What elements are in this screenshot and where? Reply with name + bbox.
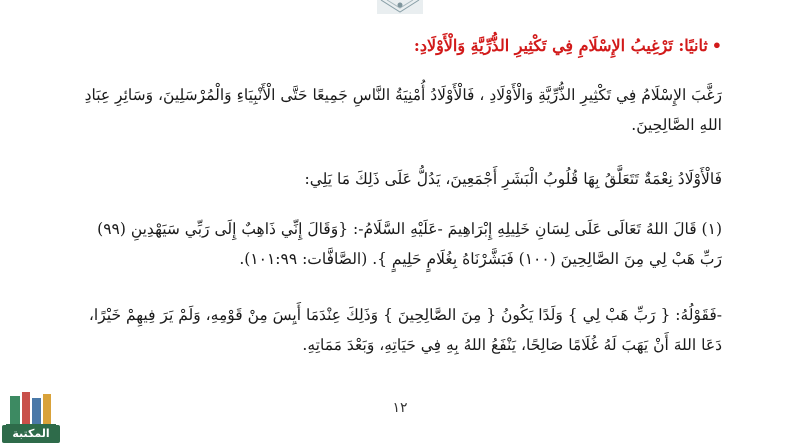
paragraph-2: فَالْأَوْلَادُ نِعْمَةٌ تَتَعَلَّقُ بِهَا قُلُوبُ الْبَشَرِ أَجْمَعِينَ، يَدُلُّ عَلَى ذَلِكَ مَا يَلِي: — [304, 170, 722, 188]
page-number: ١٢ — [392, 400, 408, 416]
ornament-decoration — [377, 0, 423, 14]
bullet-icon: • — [711, 36, 722, 55]
section-heading — [82, 34, 722, 58]
paragraph-3: (١) قَالَ اللهُ تَعَالَى عَلَى لِسَانِ خَلِيلِهِ إِبْرَاهِيمَ -عَلَيْهِ السَّلَامُ-: {وَقَالَ إِنِّي ذَاهِبٌ إِلَى رَبِّي سَيَهْدِينِ (٩٩) رَبِّ هَبْ لِي مِنَ الصَّالِحِينَ (١٠٠) فَبَشَّرْنَاهُ بِغُلَامٍ حَلِيمٍ }. (الصَّافَّات: ١٠١:٩٩). — [97, 220, 722, 268]
paragraph-1: رَغَّبَ الإِسْلَامُ فِي تَكْثِيرِ الذُّرِّيَّةِ وَالْأَوْلَادِ ، فَالْأَوْلَادُ أُمْنِيَةُ النَّاسِ جَمِيعًا حَتَّى الْأَنْبِيَاءِ وَالْمُرْسَلِينَ، وَسَائِرِ عِبَادِ اللهِ الصَّالِحِينَ. — [84, 86, 722, 134]
library-logo-label: المكتبة — [2, 425, 60, 443]
section-heading-text: ثانيًا: تَرْغِيبُ الإِسْلَامِ فِي تَكْثِيرِ الذُّرِّيَّةِ وَالْأَوْلَادِ: — [413, 36, 708, 55]
paragraph-4: -فَقَوْلُهُ: { رَبِّ هَبْ لِي } وَلَدًا يَكُونُ { مِنَ الصَّالِحِينَ } وَذَلِكَ عِنْدَمَا أَيِسَ مِنْ قَوْمِهِ، وَلَمْ يَرَ فِيهِمْ خَيْرًا، دَعَا اللهَ أَنْ يَهَبَ لَهُ غُلَامًا صَالِحًا، يَنْفَعُ اللهُ بِهِ فِي حَيَاتِهِ، وَبَعْدَ مَمَاتِهِ. — [88, 306, 722, 354]
